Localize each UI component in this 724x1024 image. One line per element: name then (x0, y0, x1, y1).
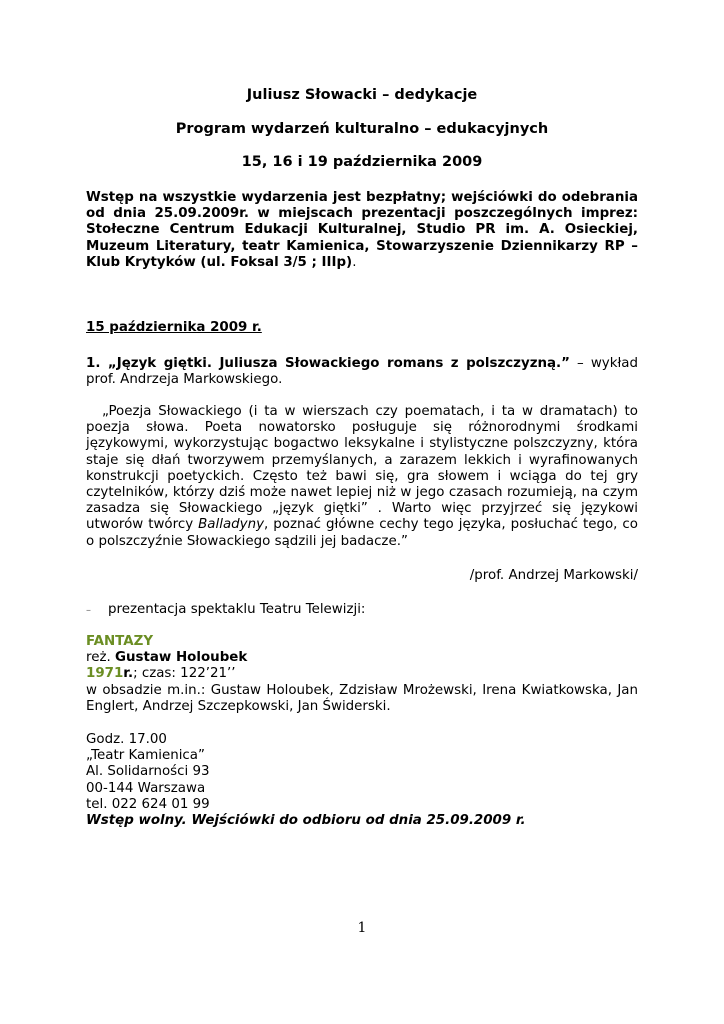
intro-text: Wstęp na wszystkie wydarzenia jest bezpłatny; wejściówki do odebrania od dnia 25.09.2009r. w miejscach prezentacji poszczególnych imprez: Stołeczne Centrum Edukacji Kulturalnej, Studio PR im. A. Osieckiej, Muzeum Literatury, teatr Kamienica, Stowarzyszenie Dziennikarzy RP – Klub Krytyków (ul. Foksal 3/5 ; IIIp) (86, 190, 638, 270)
lecture-title: 1. „Język giętki. Juliusza Słowackiego romans z polszczyzną.” (86, 356, 570, 371)
dash-bullet: – (86, 605, 91, 616)
quote-part2: , poznać główne cechy tego języka, posłuchać tego, co o polszczyźnie Słowackiego sądzili jej badacze.” (86, 517, 638, 549)
venue-name: „Teatr Kamienica” (86, 748, 205, 764)
page-number: 1 (357, 920, 367, 936)
venue-block (86, 732, 526, 829)
quote-paragraph (86, 404, 638, 550)
director-line (86, 650, 638, 666)
year-line (86, 666, 638, 682)
lecture-heading (86, 356, 638, 388)
venue-phone: tel. 022 624 01 99 (86, 796, 210, 812)
year-suffix: r. (123, 666, 134, 682)
production-year: 1971 (86, 666, 124, 682)
event-bullet (86, 602, 365, 617)
document-title: Juliusz Słowacki – dedykacje (246, 87, 478, 103)
intro-paragraph (86, 190, 638, 271)
event-info (86, 634, 638, 715)
section-date: 15 października 2009 r. (86, 320, 262, 335)
director-prefix: reż. (86, 650, 115, 666)
venue-city: 00-144 Warszawa (86, 780, 206, 796)
event-label: prezentacja spektaklu Teatru Telewizji: (108, 602, 366, 617)
venue-notice: Wstęp wolny. Wejściówki do odbioru od dnia 25.09.2009 r. (86, 813, 526, 829)
quote-italic: Balladyny (198, 517, 264, 533)
venue-time: Godz. 17.00 (86, 732, 167, 747)
document-dates: 15, 16 i 19 października 2009 (241, 154, 483, 170)
duration: ; czas: 122’21’’ (133, 666, 236, 682)
cast-list: w obsadzie m.in.: Gustaw Holoubek, Zdzisław Mrożewski, Irena Kwiatkowska, Jan Englert, Andrzej Szczepkowski, Jan Świderski. (86, 682, 638, 714)
lecture-author: – wykład prof. Andrzeja Markowskiego. (86, 356, 638, 388)
document-subtitle: Program wydarzeń kulturalno – edukacyjnych (175, 121, 549, 137)
quote-part1: „Poezja Słowackiego (i ta w wierszach czy poematach, i ta w dramatach) to poezja słowa. Poeta nowatorsko posługuje się różnorodnymi środkami językowymi, wykorzystując bogactwo leksykalne i stylistyczne polszczyzny, która staje się dłań tworzywem przemyślanych, a zarazem lekkich i wyrafinowanych konstrukcji poetyckich. Często też bawi się, gra słowem i wciąga do tej gry czytelników, którzy dziś może nawet lepiej niż w jego czasach rozumieją, na czym zasadza się Słowackiego „język giętki” . Warto więc przyjrzeć się językowi utworów twórcy (86, 404, 638, 533)
intro-end: . (352, 254, 357, 270)
play-title: FANTAZY (86, 634, 154, 649)
director-name: Gustaw Holoubek (115, 650, 248, 666)
venue-street: Al. Solidarności 93 (86, 764, 210, 780)
quote-signature: /prof. Andrzej Markowski/ (469, 568, 638, 583)
